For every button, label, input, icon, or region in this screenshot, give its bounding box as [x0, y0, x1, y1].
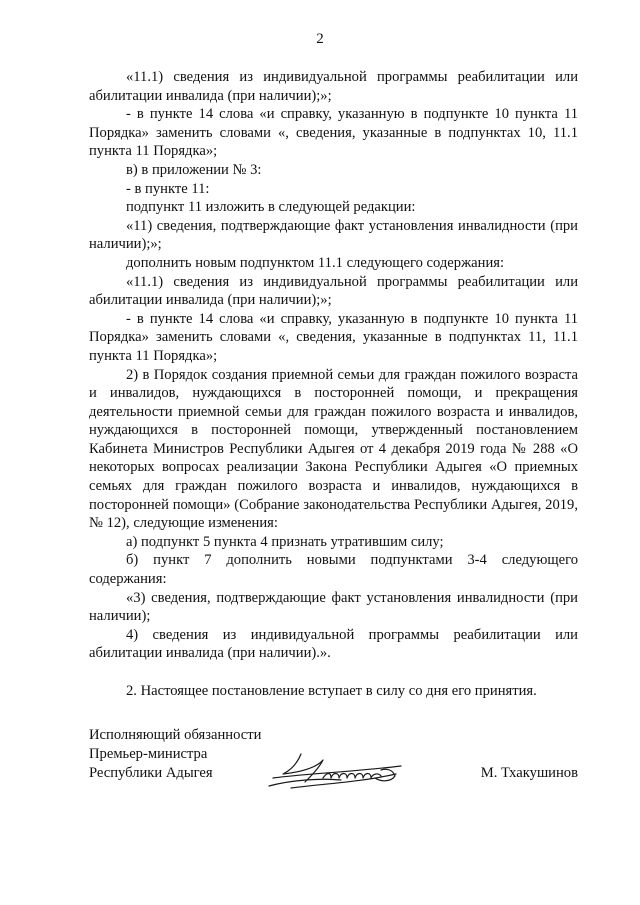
paragraph: в) в приложении № 3: [126, 161, 262, 178]
handwritten-signature [261, 744, 411, 794]
paragraph: подпункт 11 изложить в следующей редакции: [126, 199, 416, 216]
final-clause: 2. Настоящее постановление вступает в силу со дня его принятия. [126, 683, 537, 699]
paragraph: - в пункте 11: [126, 180, 210, 197]
paragraph: «3) сведения, подтверждающие факт установления инвалидности (при наличии); [89, 589, 578, 625]
paragraph: 2) в Порядок создания приемной семьи для граждан пожилого возраста и инвалидов, нуждающихся в посторонней помощи, и прекращения деятельности приемной семьи для граждан пожилого возраста и инвалидов, нуждающихся в посторонней помощи, утвержденный постановлением Кабинета Министров Республики Адыгея от 4 декабря 2019 года № 288 «О некоторых вопросах реализации Закона Республики Адыгея «О приемных семьях для граждан пожилого возраста и инвалидов, нуждающихся в посторонней помощи» (Собрание законодательства Республики Адыгея, 2019, № 12), следующие изменения: [89, 366, 578, 532]
signature-block [89, 726, 578, 796]
paragraph: - в пункте 14 слова «и справку, указанную в подпункте 10 пункта 11 Порядка» заменить словами «, сведения, указанные в подпунктах 11, 11.1 пункта 11 Порядка»; [89, 310, 578, 364]
signatory-title-line: Республики Адыгея [89, 765, 213, 781]
signatory-title [89, 726, 261, 783]
signatory-name: М. Тхакушинов [480, 765, 578, 781]
document-body [89, 68, 578, 701]
paragraph: б) пункт 7 дополнить новыми подпунктами 3-4 следующего содержания: [89, 552, 578, 588]
signatory-title-line: Исполняющий обязанности [89, 727, 262, 743]
signatory-title-line: Премьер-министра [89, 746, 208, 762]
paragraph: «11.1) сведения из индивидуальной программы реабилитации или абилитации инвалида (при наличии);»; [89, 273, 578, 309]
paragraph: 4) сведения из индивидуальной программы реабилитации или абилитации инвалида (при наличии).». [89, 626, 578, 662]
paragraph: - в пункте 14 слова «и справку, указанную в подпункте 10 пункта 11 Порядка» заменить словами «, сведения, указанные в подпунктах 10, 11.1 пункта 11 Порядка»; [89, 106, 578, 160]
paragraph: «11.1) сведения из индивидуальной программы реабилитации или абилитации инвалида (при наличии);»; [89, 69, 578, 104]
paragraph: а) подпункт 5 пункта 4 признать утратившим силу; [126, 533, 444, 550]
paragraph: «11) сведения, подтверждающие факт установления инвалидности (при наличии);»; [89, 217, 578, 253]
paragraph: дополнить новым подпунктом 11.1 следующего содержания: [126, 254, 505, 271]
page-number: 2 [316, 31, 324, 47]
